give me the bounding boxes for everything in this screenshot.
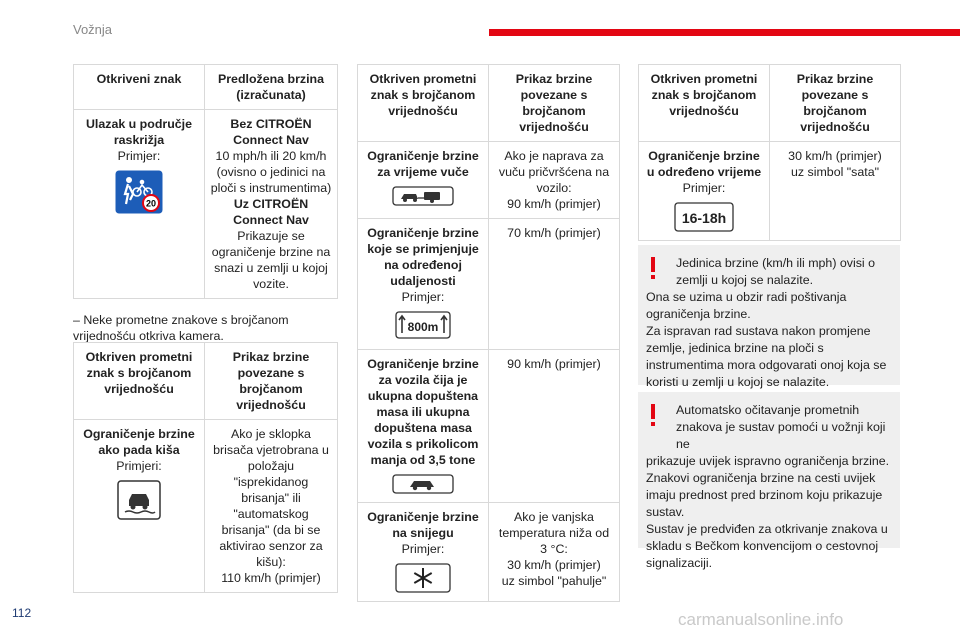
warning-exclamation-icon	[648, 404, 658, 426]
table-header-col1: Otkriven prometni znak s brojčanom vrijednošću	[358, 65, 489, 142]
table-row	[358, 503, 620, 602]
snowflake-sign-icon	[395, 563, 451, 593]
table-detected-sign	[73, 64, 338, 299]
time-speed-value: 30 km/h (primjer)	[788, 149, 882, 163]
page-number: 112	[12, 606, 32, 620]
table-rain-limit	[73, 342, 338, 593]
table-header-col2: Predložena brzina (izračunata)	[205, 65, 338, 110]
table-other-limits	[357, 64, 620, 602]
example-label: Primjer:	[401, 542, 445, 556]
table-row	[358, 350, 620, 503]
sign-number: 20	[145, 198, 157, 209]
towing-speed-value: 90 km/h (primjer)	[507, 197, 601, 211]
rain-condition-text: Ako je sklopka brisača vjetrobrana u položaju "isprekidanog brisanja" ili "automatskog brisanja" (da bi se aktivirao senzor za kišu):	[213, 427, 329, 569]
warning-line: Za ispravan rad sustava nakon promjene zemlje, jedinica brzine na ploči s instrumentima mora odgovarati onoj koja se koristi u zemlji u kojoj se nalazite.	[646, 324, 887, 389]
table-row	[639, 142, 901, 241]
warning-line: Znakovi ograničenja brzine na cesti uvijek imaju prednost pred brzinom koju prikazuje sustav.	[646, 471, 883, 519]
no-nav-text: 10 mph/h ili 20 km/h (ovisno o jedinici na ploči s instrumentima)	[210, 149, 332, 195]
sign-title: Ograničenje brzine koje se primjenjuje na određenoj udaljenosti	[367, 226, 479, 288]
distance-sign-icon	[395, 311, 451, 339]
time-sign-icon	[674, 202, 734, 232]
sign-title: Ograničenje brzine za vozila čija je ukupna dopuštena masa ili ukupna dopuštena masa vozila s prikolicom manja od 3,5 tone	[367, 357, 479, 467]
table-header-col2: Prikaz brzine povezane s brojčanom vrijednošću	[205, 343, 338, 420]
table-row	[74, 420, 338, 593]
table-header-col1: Otkriven prometni znak s brojčanom vrijednošću	[74, 343, 205, 420]
time-symbol-text: uz simbol "sata"	[791, 165, 879, 179]
snow-condition-text: Ako je vanjska temperatura niža od 3 °C:	[498, 510, 610, 556]
table-header-col1: Otkriven prometni znak s brojčanom vrijednošću	[639, 65, 770, 142]
warning-line: Sustav je predviđen za otkrivanje znakova u skladu s Bečkom konvencijom o cestovnoj signalizaciji.	[646, 522, 888, 570]
with-nav-text: Prikazuje se ograničenje brzine na snazi u zemlji u kojoj vozite.	[211, 229, 331, 291]
distance-speed-value: 70 km/h (primjer)	[507, 226, 601, 240]
with-nav-heading: Uz CITROËN Connect Nav	[233, 197, 309, 227]
warning-box-reading	[638, 392, 900, 570]
towing-condition-text: Ako je naprava za vuču pričvršćena na vozilo:	[498, 149, 610, 195]
watermark: carmanualsonline.info	[678, 610, 844, 629]
example-label: Primjer:	[401, 290, 445, 304]
sign-title: Ulazak u područje raskrižja	[85, 117, 193, 147]
weight-speed-value: 90 km/h (primjer)	[507, 357, 601, 371]
towing-sign-icon	[392, 186, 454, 206]
car-sign-icon	[392, 474, 454, 494]
snow-symbol-text: uz simbol "pahulje"	[501, 574, 607, 588]
table-time-limit	[638, 64, 901, 241]
warning-line: prikazuje uvijek ispravno ograničenja brzine.	[646, 454, 890, 468]
warning-first-line: Jedinica brzine (km/h ili mph) ovisi o zemlji u kojoj se nalazite.	[676, 256, 876, 287]
time-sign-text: 16-18h	[681, 210, 727, 226]
snow-speed-value: 30 km/h (primjer)	[507, 558, 601, 572]
rain-sign-icon	[117, 480, 161, 520]
table-row	[74, 110, 338, 299]
sign-title: Ograničenje brzine za vrijeme vuče	[367, 149, 479, 179]
camera-note: – Neke prometne znakove s brojčanom vrijednošću otkriva kamera.	[73, 313, 289, 343]
sign-title: Ograničenje brzine na snijegu	[367, 510, 479, 540]
intersection-zone-sign-icon	[115, 170, 163, 214]
example-label: Primjeri:	[116, 459, 162, 473]
table-header-col2: Prikaz brzine povezane s brojčanom vrijednošću	[489, 65, 620, 142]
warning-box-units	[638, 245, 900, 389]
sign-title: Ograničenje brzine ako pada kiša	[83, 427, 195, 457]
rain-speed-value: 110 km/h (primjer)	[221, 571, 321, 585]
sign-title: Ograničenje brzine u određeno vrijeme	[646, 149, 762, 179]
header-accent-bar	[489, 29, 960, 36]
warning-first-line: Automatsko očitavanje prometnih znakova je sustav pomoći u vožnji koji ne	[676, 403, 886, 451]
example-label: Primjer:	[117, 149, 161, 163]
table-header-col2: Prikaz brzine povezane s brojčanom vrijednošću	[770, 65, 901, 142]
table-row	[358, 219, 620, 350]
table-header-col1: Otkriveni znak	[74, 65, 205, 110]
warning-exclamation-icon	[648, 257, 658, 279]
warning-line: Ona se uzima u obzir radi poštivanja ograničenja brzine.	[646, 290, 847, 321]
section-title: Vožnja	[73, 22, 113, 37]
example-label: Primjer:	[682, 181, 726, 195]
table-row	[358, 142, 620, 219]
no-nav-heading: Bez CITROËN Connect Nav	[230, 117, 312, 147]
distance-sign-text: 800m	[407, 320, 439, 334]
